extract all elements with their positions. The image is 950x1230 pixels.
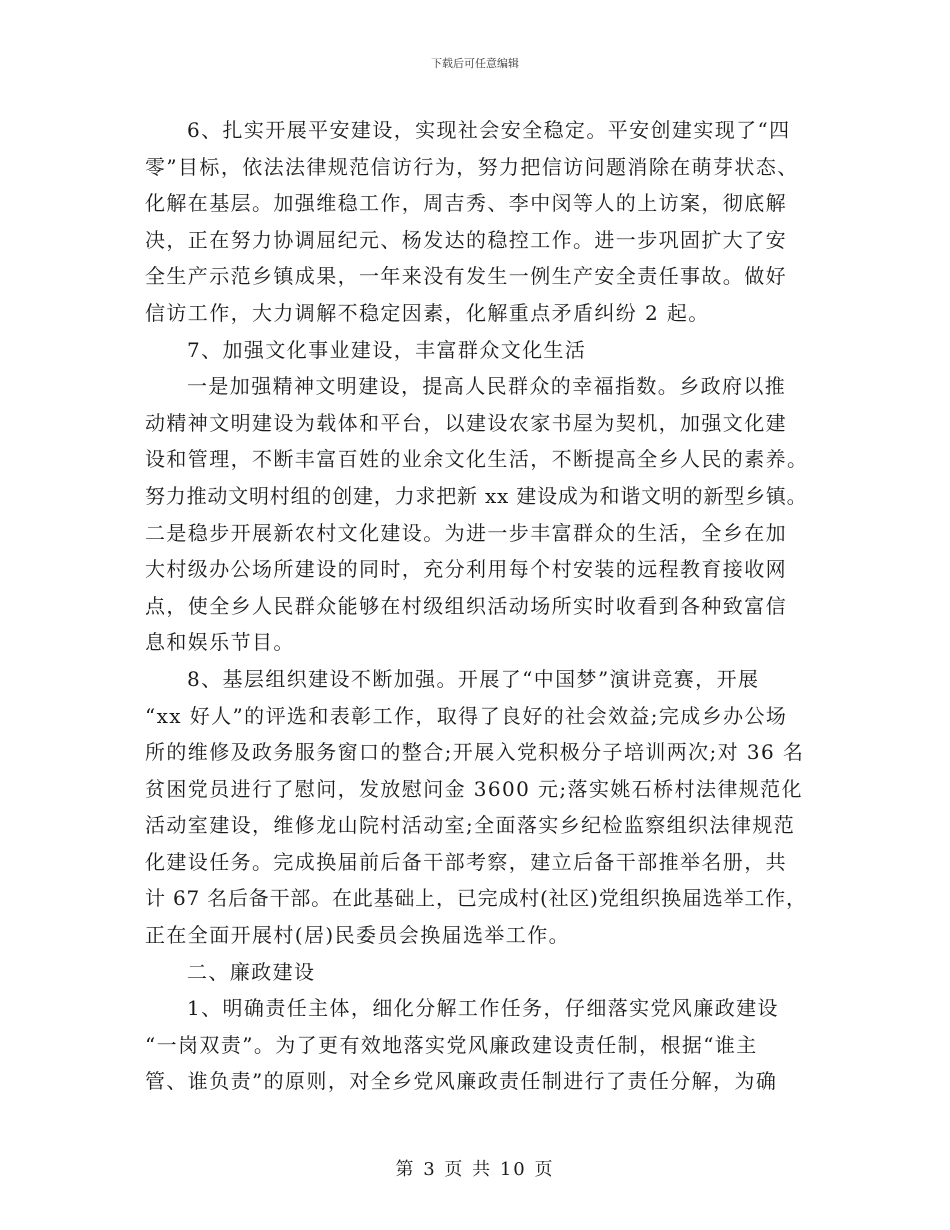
page-header: 下载后可任意编辑 [431,57,519,70]
text-line: 二、廉政建设 [187,959,316,984]
text-line: 正在全面开展村(居)民委员会换届选举工作。 [145,923,571,948]
text-line: “xx 好人”的评选和表彰工作，取得了良好的社会效益;完成乡办公场 [145,703,788,728]
text-line: 信访工作，大力调解不稳定因素，化解重点矛盾纠纷 2 起。 [145,300,710,325]
text-line: 决，正在努力协调屈纪元、杨发达的稳控工作。进一步巩固扩大了安 [145,227,787,252]
text-line: 1、明确责任主体，细化分解工作任务，仔细落实党风廉政建设 [187,996,779,1021]
text-line: 6、扎实开展平安建设，实现社会安全稳定。平安创建实现了“四 [187,118,791,142]
text-line: 点，使全乡人民群众能够在村级组织活动场所实时收看到各种致富信 [145,593,787,618]
text-line: 化解在基层。加强维稳工作，周吉秀、李中闵等人的上访案，彻底解 [145,191,787,216]
text-line: 动精神文明建设为载体和平台，以建设农家书屋为契机，加强文化建 [145,410,787,435]
text-line: 所的维修及政务服务窗口的整合;开展入党积极分子培训两次;对 36 名 [145,740,805,765]
text-line: 管、谁负责”的原则，对全乡党风廉政责任制进行了责任分解，为确 [145,1069,778,1094]
text-line: 贫困党员进行了慰问，发放慰问金 3600 元;落实姚石桥村法律规范化 [145,776,803,801]
text-line: 7、加强文化事业建设，丰富群众文化生活 [187,337,587,362]
text-line: 化建设任务。完成换届前后备干部考察，建立后备干部推举名册，共 [145,849,787,874]
text-line: 计 67 名后备干部。在此基础上，已完成村(社区)党组织换届选举工作， [145,886,807,911]
text-line: “一岗双责”。为了更有效地落实党风廉政建设责任制，根据“谁主 [145,1032,758,1057]
text-line: 8、基层组织建设不断加强。开展了“中国梦”演讲竞赛，开展 [187,666,760,691]
page-footer: 第 3 页 共 10 页 [395,1159,555,1180]
text-line: 一是加强精神文明建设，提高人民群众的幸福指数。乡政府以推 [187,374,787,399]
text-line: 大村级办公场所建设的同时，充分利用每个村安装的远程教育接收网 [145,557,787,582]
text-line: 努力推动文明村组的创建，力求把新 xx 建设成为和谐文明的新型乡镇。 [145,483,808,508]
text-line: 全生产示范乡镇成果，一年来没有发生一例生产安全责任事故。做好 [145,264,787,289]
text-line: 设和管理，不断丰富百姓的业余文化生活，不断提高全乡人民的素养。 [145,447,809,472]
document-body [145,112,813,1100]
text-line: 息和娱乐节目。 [145,630,295,655]
text-line: 零”目标，依法法律规范信访行为，努力把信访问题消除在萌芽状态、 [145,154,799,179]
text-line: 活动室建设，维修龙山院村活动室;全面落实乡纪检监察组织法律规范 [145,813,796,838]
text-line: 二是稳步开展新农村文化建设。为进一步丰富群众的生活，全乡在加 [145,520,787,545]
